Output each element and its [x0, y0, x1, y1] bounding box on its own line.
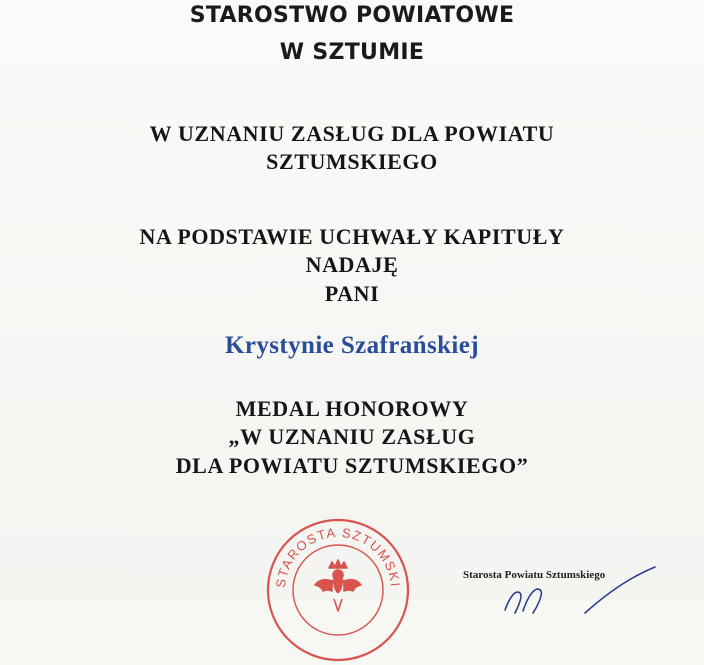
award-line3: DLA POWIATU SZTUMSKIEGO” [175, 453, 529, 478]
merit-line1: W UZNANIU ZASŁUG DLA POWIATU [149, 121, 555, 146]
resolution-line2: NADAJĘ [305, 252, 399, 277]
eagle-emblem-icon [315, 560, 361, 611]
issuer-title-line1: STAROSTWO POWIATOWE [189, 3, 515, 28]
resolution-line3: PANI [324, 281, 380, 306]
award-line2: „W UZNANIU ZASŁUG [228, 424, 476, 449]
award-line1: MEDAL HONOROWY [235, 396, 469, 421]
seal-text: STAROSTA SZTUMSKI [272, 524, 403, 589]
issuer-title-line2: W SZTUMIE [279, 40, 425, 65]
recipient-name: Krystynie Szafrańskiej [225, 332, 479, 359]
merit-line2: SZTUMSKIEGO [266, 149, 438, 174]
signatory-title: Starosta Powiatu Sztumskiego [463, 569, 606, 581]
official-seal [263, 515, 413, 665]
resolution-line1: NA PODSTAWIE UCHWAŁY KAPITUŁY [139, 224, 565, 249]
handwritten-signature [485, 555, 665, 615]
